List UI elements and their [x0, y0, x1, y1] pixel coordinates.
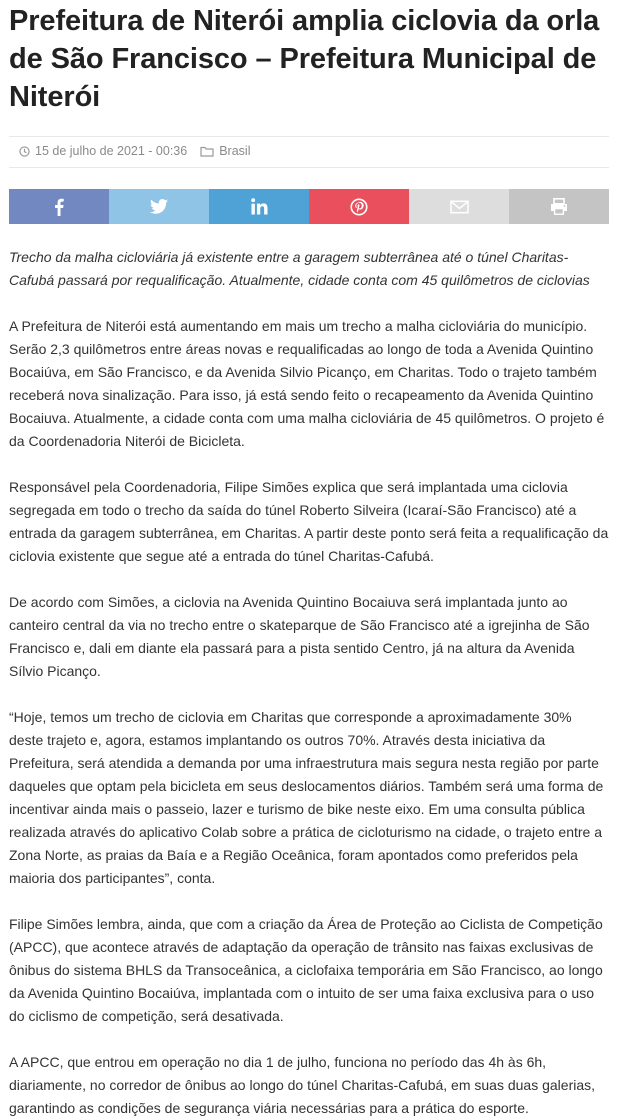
share-print-button[interactable] — [509, 189, 609, 224]
article-paragraph: Filipe Simões lembra, ainda, que com a criação da Área de Proteção ao Ciclista de Competição (APCC), que acontece através de adaptação da operação de trânsito nas faixas exclusivas de ônibus do sistema BHLS da Transoceânica, a ciclofaixa temporária em São Francisco, ao longo da Avenida Quintino Bocaiúva, implantada com o intuito de ser uma faixa exclusiva para o uso do ciclismo de competição, será desativada. — [9, 916, 603, 1024]
article-lead: Trecho da malha cicloviária já existente entre a garagem subterrânea até o túnel Charitas-Cafubá passará por requalificação. Atualmente, cidade conta com 45 quilômetros de ciclovias — [9, 249, 590, 288]
article-paragraph: Responsável pela Coordenadoria, Filipe Simões explica que será implantada uma ciclovia segregada em todo o trecho da saída do túnel Roberto Silveira (Icaraí-São Francisco) até a entrada da garagem subterrânea, em Charitas. A partir deste ponto será feita a requalificação da ciclovia existente que segue até a entrada do túnel Charitas-Cafubá. — [9, 479, 609, 564]
email-icon — [450, 200, 469, 214]
article-title: Prefeitura de Niterói amplia ciclovia da orla de São Francisco – Prefeitura Municipal de Niterói — [9, 5, 600, 113]
share-pinterest-button[interactable] — [309, 189, 409, 224]
clock-icon — [19, 146, 30, 157]
share-linkedin-button[interactable] — [209, 189, 309, 224]
share-facebook-button[interactable] — [9, 189, 109, 224]
article-category-link[interactable]: Brasil — [219, 144, 251, 158]
folder-icon — [200, 146, 214, 157]
article-paragraph: “Hoje, temos um trecho de ciclovia em Charitas que corresponde a aproximadamente 30% deste trajeto e, agora, estamos implantando os outros 70%. Através desta iniciativa da Prefeitura, será atendida a demanda por uma infraestrutura mais segura nesta região por parte daqueles que optam pela bicicleta em seus deslocamentos diários. Também será uma forma de incentivar ainda mais o passeio, lazer e turismo de bike neste eixo. Em uma consulta pública realizada através do aplicativo Colab sobre a prática de cicloturismo na cidade, o trajeto entre a Zona Norte, as praias da Baía e a Região Oceânica, foram apontados como preferidos pela maioria dos participantes”, conta. — [9, 709, 604, 886]
article-body — [9, 246, 609, 1120]
article-meta — [9, 136, 609, 168]
article-paragraph: De acordo com Simões, a ciclovia na Avenida Quintino Bocaiuva será implantada junto ao canteiro central da via no trecho entre o skateparque de São Francisco até a igrejinha de São Francisco e, dali em diante ela passará para a pista sentido Centro, já na altura da Avenida Sílvio Picanço. — [9, 594, 590, 679]
print-icon — [550, 198, 568, 215]
facebook-icon — [54, 198, 64, 216]
twitter-icon — [150, 199, 168, 214]
share-twitter-button[interactable] — [109, 189, 209, 224]
article-paragraph: A APCC, que entrou em operação no dia 1 de julho, funciona no período das 4h às 6h, diariamente, no corredor de ônibus ao longo do túnel Charitas-Cafubá, em suas duas galerias, garantindo as condições de segurança viária necessárias para a prática do esporte. — [9, 1054, 596, 1116]
article-date-text: 15 de julho de 2021 - 00:36 — [35, 144, 188, 158]
share-bar — [9, 189, 609, 224]
pinterest-icon — [350, 198, 368, 216]
article-category[interactable] — [200, 144, 250, 158]
share-email-button[interactable] — [409, 189, 509, 224]
linkedin-icon — [251, 198, 268, 215]
article-paragraph: A Prefeitura de Niterói está aumentando em mais um trecho a malha cicloviária do município. Serão 2,3 quilômetros entre áreas novas e requalificadas ao longo de toda a Avenida Quintino Bocaiúva, em São Francisco, e da Avenida Silvio Picanço, em Charitas. Todo o trajeto também receberá nova sinalização. Para isso, já está sendo feito o recapeamento da Avenida Quintino Bocaiuva. Atualmente, a cidade conta com uma malha cicloviária de 45 quilômetros. O projeto é da Coordenadoria Niterói de Bicicleta. — [9, 318, 605, 449]
article-date — [19, 144, 187, 158]
